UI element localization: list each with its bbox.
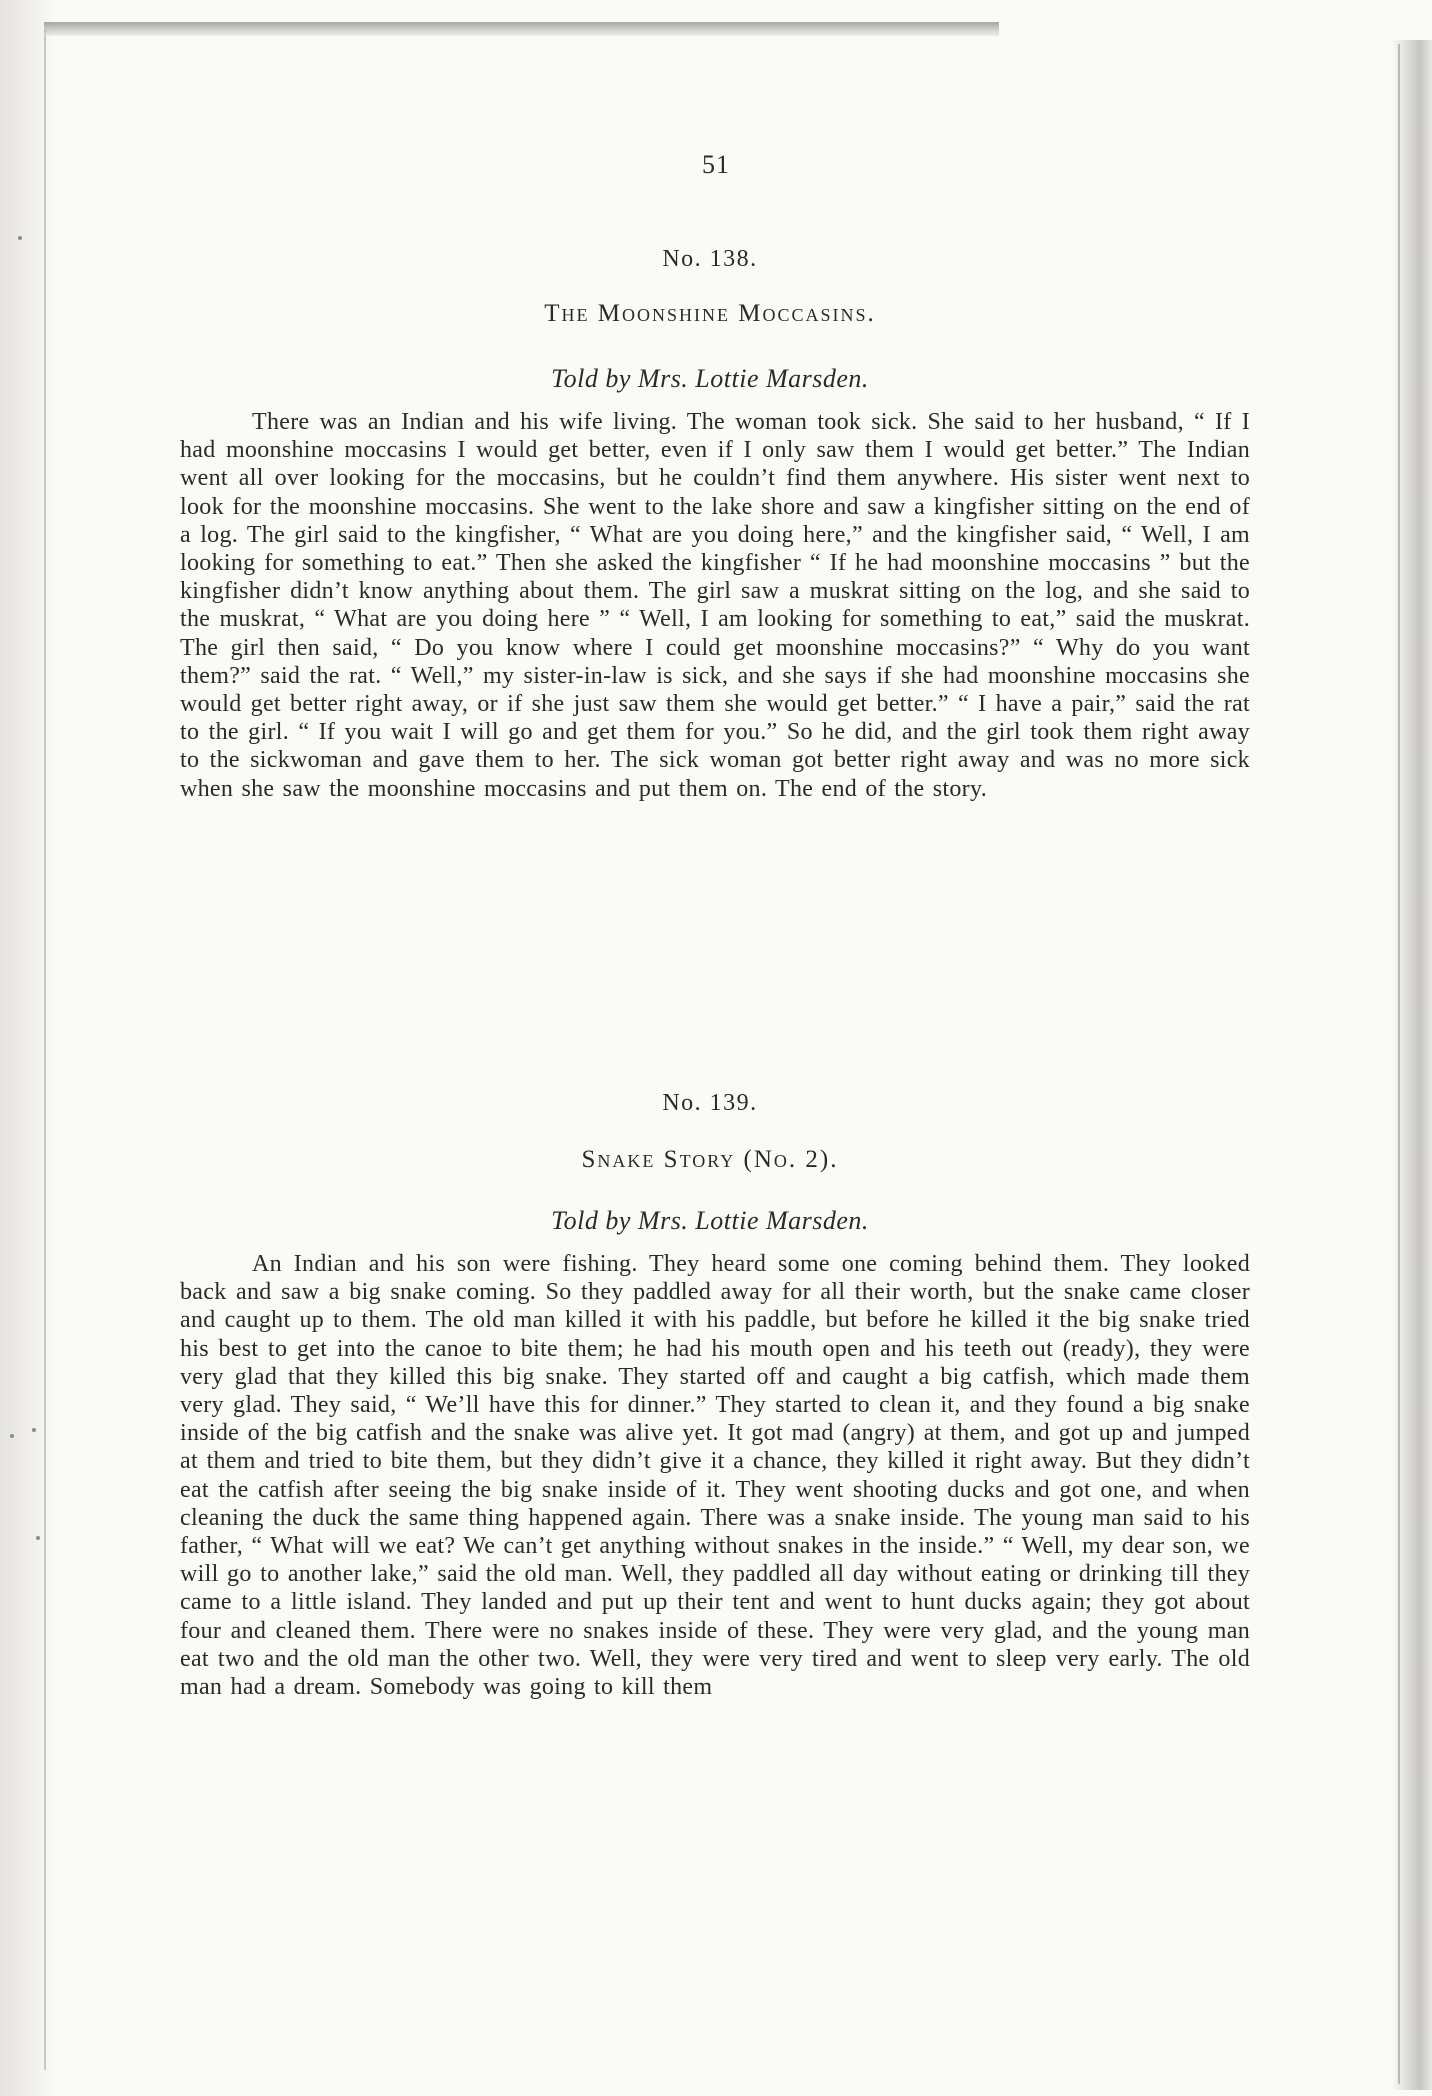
story-teller: Told by Mrs. Lottie Marsden. bbox=[551, 1206, 869, 1235]
top-page-edge bbox=[44, 22, 999, 36]
story-teller: Told by Mrs. Lottie Marsden. bbox=[551, 364, 869, 393]
story-number: No. 139. bbox=[662, 1090, 758, 1116]
right-edge-line bbox=[1398, 44, 1400, 2084]
binding-edge-line bbox=[44, 30, 46, 2070]
story-number: No. 138. bbox=[662, 246, 758, 272]
page-number: 51 bbox=[702, 150, 730, 179]
story-text: An Indian and his son were fishing. They heard some one coming behind them. They looked back and saw a big snake coming. So they paddled away for all their worth, but the snake came closer and caught up to them. The old man killed it with his paddle, but before he killed it the big snake tried his best to get into the canoe to bite them; he had his mouth open and his teeth out (ready), they were very glad that they killed this big snake. They started off and caught a big catfish, which made them very glad. They said, “ We’ll have this for dinner.” They started to clean it, and they found a big snake inside of the big catfish and the snake was alive yet. It got mad (angry) at them, and got up and jumped at them and tried to bite them, but they didn’t give it a chance, they killed it right away. But they didn’t eat the catfish after seeing the big snake inside of it. They went shooting ducks and got one, and when cleaning the duck the same thing happened again. There was a snake inside. The young man said to his father, “ What will we eat? We can’t get anything without snakes in the inside.” “ Well, my dear son, we will go to another lake,” said the old man. Well, they paddled all day without eating or drinking till they came to a little island. They landed and put up their tent and went to hunt ducks again; they got about four and cleaned them. There were no snakes inside of these. They were very glad, and the young man eat two and the old man the other two. Well, they were very tired and went to sleep very early. The old man had a dream. Somebody was going to kill them bbox=[180, 1251, 1250, 1701]
binding-gutter bbox=[0, 0, 56, 2096]
scan-speck bbox=[10, 1434, 14, 1438]
scan-speck bbox=[18, 236, 22, 240]
scan-speck bbox=[32, 1428, 36, 1432]
story-text: There was an Indian and his wife living. The woman took sick. She said to her husband, “ If I had moonshine moccasins I would get better, even if I only saw them I would get better.” The Indian went all over looking for the moccasins, but he couldn’t find them anywhere. His sister went next to look for the moonshine moccasins. She went to the lake shore and saw a kingfisher sitting on the end of a log. The girl said to the kingfisher, “ What are you doing here,” and the kingfisher said, “ Well, I am looking for something to eat.” Then she asked the kingfisher “ If he had moonshine moccasins ” but the kingfisher didn’t know anything about them. The girl saw a muskrat sitting on the log, and she said to the muskrat, “ What are you doing here ” “ Well, I am looking for something to eat,” said the muskrat. The girl then said, “ Do you know where I could get moonshine moccasins?” “ Why do you want them?” said the rat. “ Well,” my sister-in-law is sick, and she says if she had moonshine moccasins she would get better right away, or if she just saw them she would get better.” “ I have a pair,” said the rat to the girl. “ If you wait I will go and get them for you.” So he did, and the girl took them right away to the sickwoman and gave them to her. The sick woman got better right away and was no more sick when she saw the moonshine moccasins and put them on. The end of the story. bbox=[180, 409, 1250, 802]
story-title: Snake Story (No. 2). bbox=[581, 1146, 839, 1173]
scan-speck bbox=[36, 1536, 40, 1540]
story-title: The Moonshine Moccasins. bbox=[544, 300, 876, 327]
